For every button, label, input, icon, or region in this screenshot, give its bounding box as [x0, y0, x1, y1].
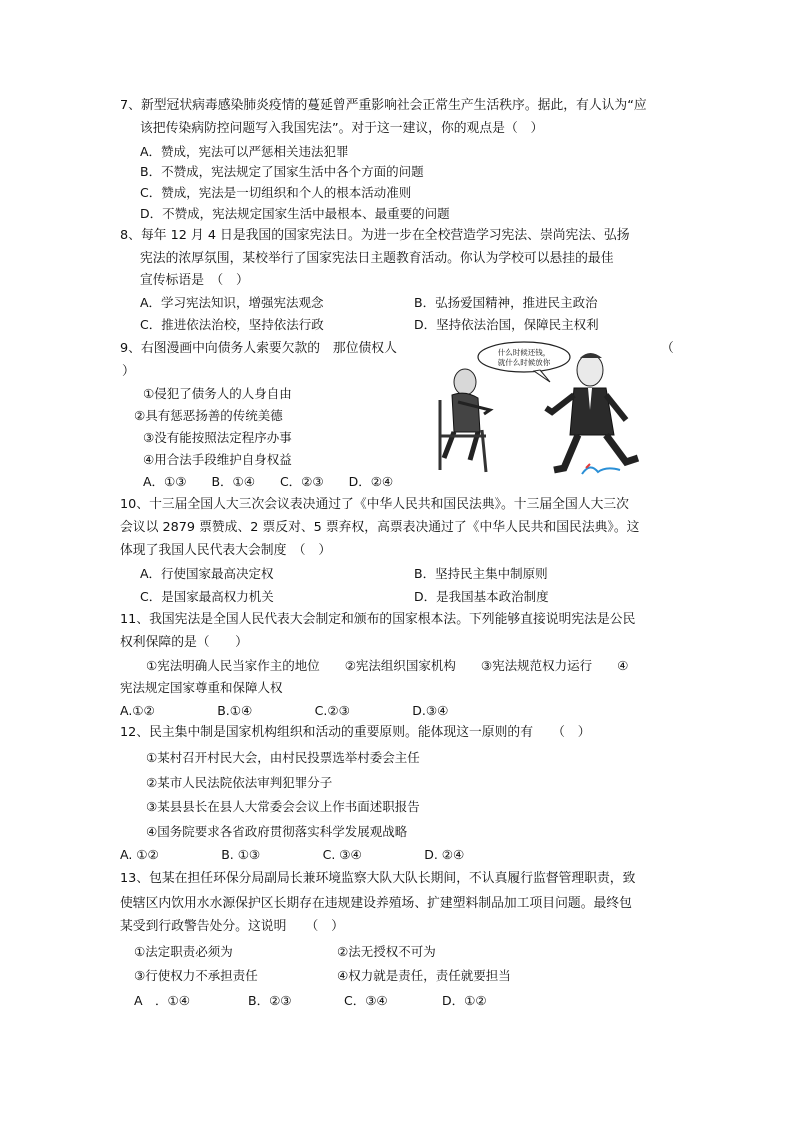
q12-stem-line1: 12、民主集中制是国家机构组织和活动的重要原则。能体现这一原则的有 （ ）: [120, 725, 591, 740]
q10-stem-line1: 10、十三届全国人大三次会议表决通过了《中华人民共和国民法典》。十三届全国人大三次: [120, 497, 629, 512]
q13-answer-a: A ．①④: [134, 993, 190, 1008]
q13-item-2: ②法无授权不可为: [337, 944, 436, 959]
q10-option-c: C．是国家最高权力机关: [140, 589, 274, 604]
q11-items-line2: 宪法规定国家尊重和保障人权: [120, 680, 283, 695]
q7-stem-line2: 该把传染病防控问题写入我国宪法”。对于这一建议，你的观点是（ ）: [140, 121, 544, 136]
q12-item-4: ④国务院要求各省政府贯彻落实科学发展观战略: [146, 824, 408, 839]
q10-stem-line2: 会议以 2879 票赞成、2 票反对、5 票弃权，高票表决通过了《中华人民共和国民法典》。这: [120, 520, 640, 535]
q13-answer-d: D．①②: [442, 993, 487, 1008]
q7-stem-line1: 7、新型冠状病毒感染肺炎疫情的蔓延曾严重影响社会正常生产生活秩序。据此，有人认为“应: [120, 98, 647, 113]
q7-option-a: A．赞成，宪法可以严惩相关违法犯罪: [140, 144, 349, 159]
q8-option-c: C．推进依法治校，坚持依法行政: [140, 317, 324, 332]
q12-item-1: ①某村召开村民大会，由村民投票选举村委会主任: [146, 750, 420, 765]
q9-stem-line1: 9、右图漫画中向债务人索要欠款的 那位债权人: [120, 341, 397, 356]
q13-item-3: ③行使权力不承担责任: [134, 968, 258, 983]
q10-option-a: A．行使国家最高决定权: [140, 566, 274, 581]
q8-option-a: A．学习宪法知识，增强宪法观念: [140, 295, 324, 310]
q11-stem-line2: 权利保障的是（ ）: [120, 635, 248, 650]
q12-item-3: ③某县县长在县人大常委会会议上作书面述职报告: [146, 799, 420, 814]
q10-option-b: B．坚持民主集中制原则: [414, 566, 548, 581]
q9-paren-close: ）: [122, 364, 135, 379]
q10-stem-line3: 体现了我国人民代表大会制度 （ ）: [120, 543, 332, 558]
q7-option-b: B．不赞成，宪法规定了国家生活中各个方面的问题: [140, 164, 424, 179]
q8-stem-line3: 宣传标语是 （ ）: [140, 273, 249, 288]
q13-stem-line1: 13、包某在担任环保分局副局长兼环境监察大队大队长期间，不认真履行监督管理职责，致: [120, 871, 636, 886]
speech-line1: 什么时候还钱，: [497, 348, 551, 357]
q13-answer-c: C．③④: [344, 993, 388, 1008]
q9-item-3: ③没有能按照法定程序办事: [143, 430, 292, 445]
q13-stem-line2: 使辖区内饮用水水源保护区长期存在违规建设养殖场、扩建塑料制品加工项目问题。最终包: [120, 896, 632, 911]
q8-stem-line2: 宪法的浓厚氛围，某校举行了国家宪法日主题教育活动。你认为学校可以悬挂的最佳: [140, 251, 614, 266]
q13-answer-b: B．②③: [248, 993, 292, 1008]
q8-stem-line1: 8、每年 12 月 4 日是我国的国家宪法日。为进一步在全校营造学习宪法、崇尚宪法、弘扬: [120, 228, 630, 243]
q11-items-line1: ①宪法明确人民当家作主的地位 ②宪法组织国家机构 ③宪法规范权力运行 ④: [146, 658, 629, 673]
q9-item-2: ②具有惩恶扬善的传统美德: [134, 408, 283, 423]
q9-answers: A．①③ B．①④ C．②③ D．②④: [143, 474, 394, 489]
q10-option-d: D．是我国基本政治制度: [414, 589, 549, 604]
q7-option-d: D．不赞成，宪法规定国家生活中最根本、最重要的问题: [140, 206, 450, 221]
q11-answers: A.①② B.①④ C.②③ D.③④: [120, 703, 449, 718]
q13-item-1: ①法定职责必须为: [134, 944, 233, 959]
q7-option-c: C．赞成，宪法是一切组织和个人的根本活动准则: [140, 185, 412, 200]
q8-option-d: D．坚持依法治国，保障民主权利: [414, 317, 599, 332]
q9-paren-open: （: [661, 341, 674, 356]
q9-item-1: ①侵犯了债务人的人身自由: [143, 386, 292, 401]
q13-stem-line3: 某受到行政警告处分。这说明 （ ）: [120, 919, 344, 934]
speech-line2: 就什么时候放你: [497, 358, 551, 367]
q9-item-4: ④用合法手段维护自身权益: [143, 452, 292, 467]
q8-option-b: B．弘扬爱国精神，推进民主政治: [414, 295, 598, 310]
q13-item-4: ④权力就是责任，责任就要担当: [337, 968, 511, 983]
cartoon-illustration: [430, 340, 647, 480]
q12-item-2: ②某市人民法院依法审判犯罪分子: [146, 775, 333, 790]
q11-stem-line1: 11、我国宪法是全国人民代表大会制定和颁布的国家根本法。下列能够直接说明宪法是公民: [120, 612, 636, 627]
debt-collection-cartoon: [430, 340, 647, 480]
q12-answers: A. ①② B. ①③ C. ③④ D. ②④: [120, 847, 465, 862]
